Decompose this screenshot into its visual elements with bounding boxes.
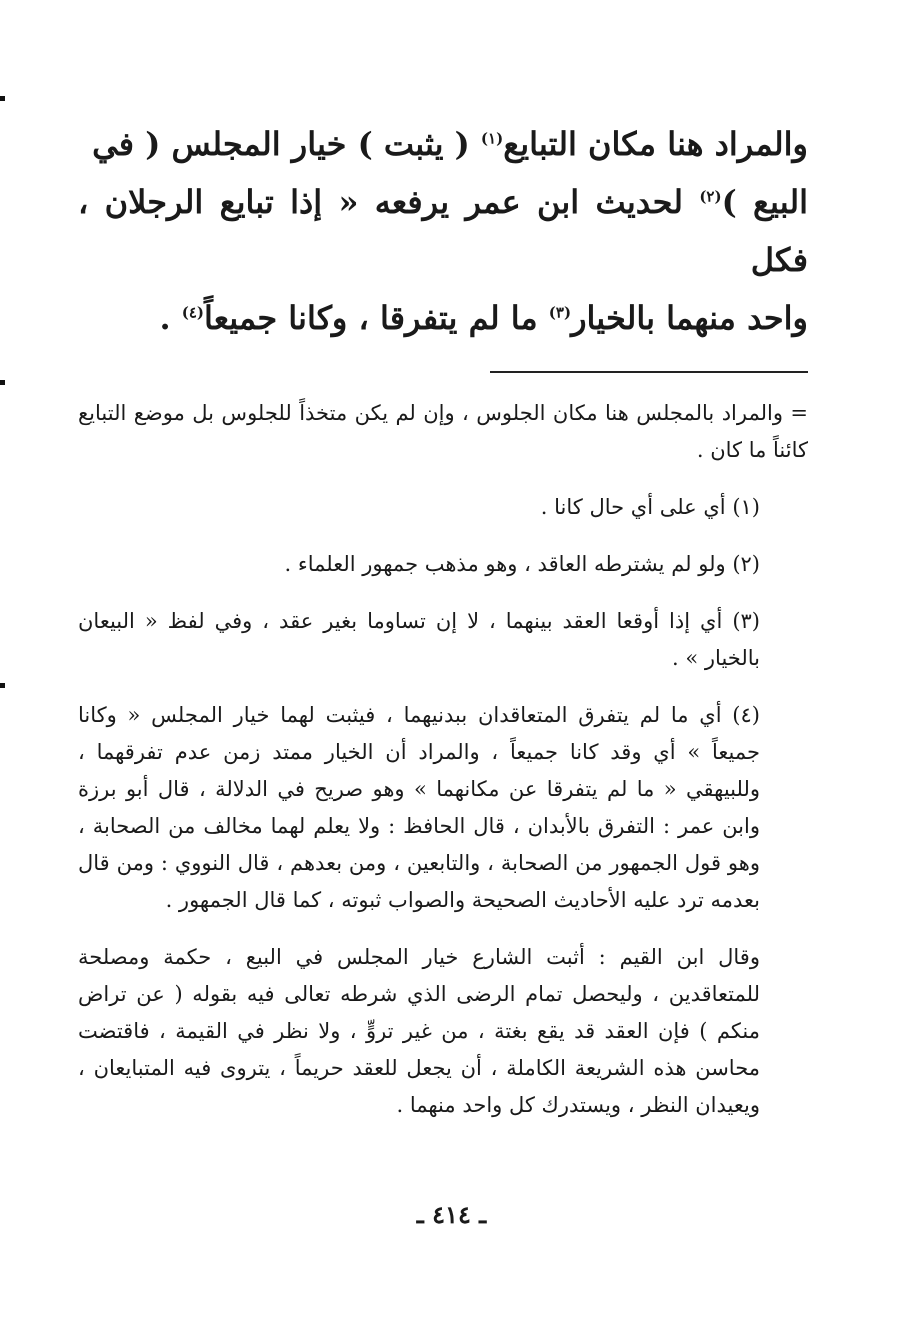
main-text-segment: البيع ) <box>721 183 809 221</box>
footnote-4: (٤) أي ما لم يتفرق المتعاقدان ببدنيهما ، فيثبت لهما خيار المجلس « وكانا جميعاً » أي وقد كانا جميعاً ، والمراد أن الخيار ممتد زمن عدم تفرقهما ، وللبيهقي « ما لم يتفرقا عن مكانهما » وهو صريح في الدلالة ، قال أبو برزة وابن عمر : التفرق بالأبدان ، قال الحافظ : ولا يعلم لهما مخالف من الصحابة ، وهو قول الجمهور من الصحابة ، والتابعين ، ومن بعدهم ، قال النووي : ومن قال بعدمه ترد عليه الأحاديث الصحيحة والصواب ثبوته ، كما قال الجمهور . <box>78 703 760 912</box>
main-text-segment: ( يثبت ) خيار المجلس ( في <box>92 125 481 163</box>
footnote-ref-3[interactable]: (٣) <box>548 303 572 322</box>
page-number: ـ ٤١٤ ـ <box>416 1200 487 1229</box>
main-line <box>78 289 808 347</box>
footnote-ref-2[interactable]: (٢) <box>699 187 722 206</box>
main-text <box>78 115 808 347</box>
footnote-4-quote: وقال ابن القيم : أثبت الشارع خيار المجلس في البيع ، حكمة ومصلحة للمتعاقدين ، وليحصل تمام الرضى الذي شرطه تعالى فيه بقوله ( عن تراض منكم ) فإن العقد قد يقع بغتة ، من غير تروٍّ ، ولا نظر في القيمة ، فاقتضت محاسن هذه الشريعة الكاملة ، أن يجعل للعقد حريماً ، يتروى فيه المتبايعان ، ويعيدان النظر ، ويستدرك كل واحد منهما . <box>78 945 761 1117</box>
footnote-2: (٢) ولو لم يشترطه العاقد ، وهو مذهب جمهور العلماء . <box>284 552 760 576</box>
main-text-segment: واحد منهما بالخيار <box>571 299 808 337</box>
main-text-segment: ما لم يتفرقا ، وكانا جميعاً <box>204 299 549 337</box>
footnote-3: (٣) أي إذا أوقعا العقد بينهما ، لا إن تساوما بغير عقد ، وفي لفظ « البيعان بالخيار » . <box>78 609 760 670</box>
page-content <box>78 115 808 1144</box>
main-text-segment: والمراد هنا مكان التبايع <box>503 125 808 163</box>
main-line <box>78 173 808 289</box>
footnote-separator <box>490 371 808 373</box>
footnotes <box>78 395 808 1124</box>
footnote-ref-4[interactable]: (٤) <box>181 303 205 322</box>
footnote-1: (١) أي على أي حال كانا . <box>540 495 760 519</box>
footnote-continuation: = والمراد بالمجلس هنا مكان الجلوس ، وإن لم يكن متخذاً للجلوس بل موضع التبايع كائناً ما كان . <box>78 401 808 462</box>
footnote-separator-wrap <box>78 347 808 373</box>
margin-mark <box>0 380 5 385</box>
main-line <box>78 115 808 173</box>
main-text-segment: . <box>159 299 182 337</box>
main-text-segment: لحديث ابن عمر يرفعه « إذا تبايع الرجلان ، فكل <box>78 183 808 279</box>
margin-mark <box>0 96 5 101</box>
margin-mark <box>0 683 5 688</box>
footnote-ref-1[interactable]: (١) <box>480 129 504 148</box>
